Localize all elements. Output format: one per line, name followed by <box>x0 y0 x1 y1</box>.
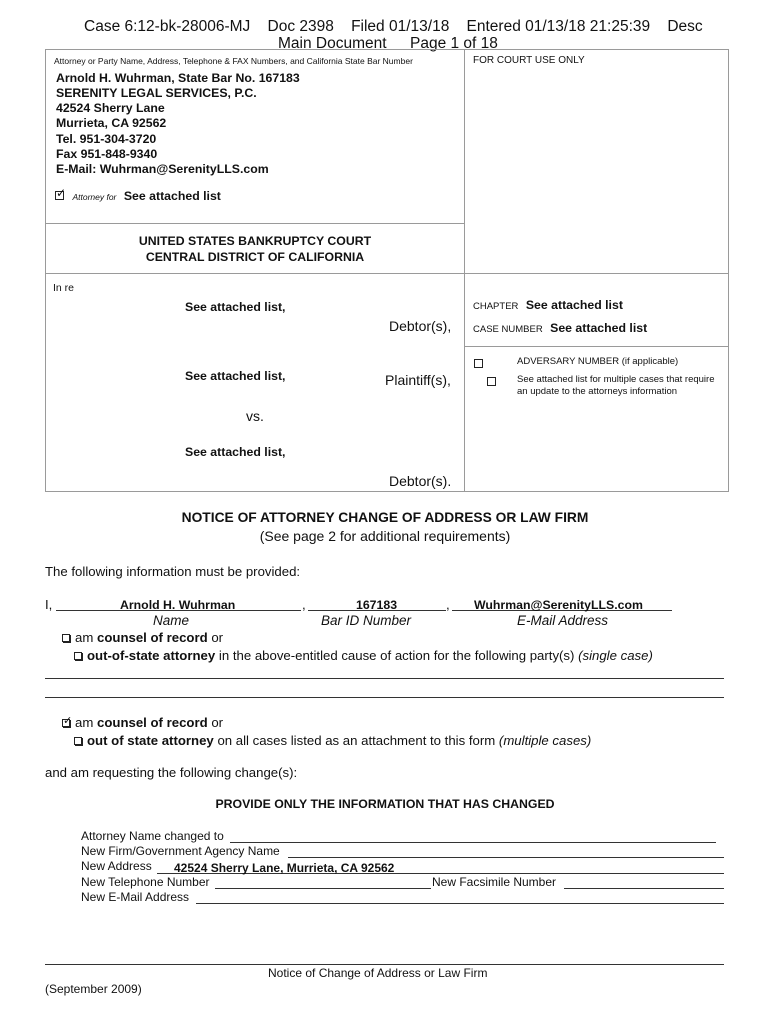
oos-rest-1: in the above-entitled cause of action for the following party(s) <box>218 648 575 663</box>
oos-ital-1: (single case) <box>578 648 653 663</box>
oos-rest-2: on all cases listed as an attachment to this form <box>217 733 496 748</box>
oos-option-1 <box>74 648 653 663</box>
intro-text: The following information must be provided: <box>45 564 301 579</box>
notice-title: NOTICE OF ATTORNEY CHANGE OF ADDRESS OR LAW FIRM <box>181 510 589 525</box>
adversary-checkbox[interactable] <box>474 359 483 368</box>
am-label-1: am <box>75 630 94 645</box>
adversary-box <box>464 346 729 492</box>
case-number-row <box>473 319 647 337</box>
firm-label: New Firm/Government Agency Name <box>81 844 280 858</box>
email-line: E-Mail: Wuhrman@SerenityLLS.com <box>56 162 269 176</box>
attorney-name-field[interactable] <box>230 842 716 843</box>
court-use-box <box>464 49 729 274</box>
phone-label: New Telephone Number <box>81 875 210 889</box>
debtor-party-2: See attached list, <box>185 445 286 459</box>
attorney-for-value: See attached list <box>123 189 221 203</box>
in-re-label: In re <box>53 282 75 294</box>
tel-line: Tel. 951-304-3720 <box>56 132 157 146</box>
address-label: New Address <box>81 859 152 873</box>
chapter-label: CHAPTER <box>473 301 519 312</box>
attorney-for-checkbox[interactable] <box>55 191 64 200</box>
counsel-label-2: counsel of record <box>97 715 208 730</box>
email-caption: E-Mail Address <box>517 613 609 628</box>
court-name-line2: CENTRAL DISTRICT OF CALIFORNIA <box>145 250 365 264</box>
multi-case-checkbox[interactable] <box>487 377 496 386</box>
counsel-checkbox-2[interactable] <box>62 719 70 727</box>
city-line: Murrieta, CA 92562 <box>56 116 167 130</box>
footer-rule <box>45 964 724 965</box>
bar-caption: Bar ID Number <box>321 613 412 628</box>
counsel-checkbox-1[interactable] <box>62 634 70 642</box>
form-date: (September 2009) <box>45 982 142 996</box>
comma-1: , <box>302 597 306 612</box>
plaintiff-label: Plaintiff(s), <box>385 372 451 388</box>
oos-ital-2: (multiple cases) <box>498 733 592 748</box>
email-change-label: New E-Mail Address <box>81 890 190 904</box>
oos-checkbox-2[interactable] <box>74 737 82 745</box>
fax-line: Fax 951-848-9340 <box>56 147 158 161</box>
oos-option-2 <box>74 733 591 748</box>
firm-field[interactable] <box>288 857 724 858</box>
or-label-1: or <box>211 630 224 645</box>
attorney-name-label: Attorney Name changed to <box>81 829 224 843</box>
party-line-2[interactable] <box>45 697 724 698</box>
case-header-line: Case 6:12-bk-28006-MJ Doc 2398 Filed 01/13/18 Entered 01/13/18 21:25:39 Desc <box>84 18 703 35</box>
plaintiff-party: See attached list, <box>185 369 286 383</box>
bar-value[interactable]: 167183 <box>356 598 398 612</box>
street-line: 42524 Sherry Lane <box>56 101 165 115</box>
vs-label: vs. <box>246 408 264 424</box>
firm-name-line: SERENITY LEGAL SERVICES, P.C. <box>56 86 257 100</box>
email-value[interactable]: Wuhrman@SerenityLLS.com <box>474 598 643 612</box>
party-line-1[interactable] <box>45 678 724 679</box>
attorney-name-line: Arnold H. Wuhrman, State Bar No. 167183 <box>56 71 300 85</box>
oos-label-2: out of state attorney <box>87 733 214 748</box>
attorney-for-label: Attorney for <box>72 192 117 202</box>
address-value[interactable]: 42524 Sherry Lane, Murrieta, CA 92562 <box>174 861 395 875</box>
counsel-option-2 <box>62 715 223 730</box>
i-label: I, <box>45 597 53 612</box>
am-label-2: am <box>75 715 94 730</box>
name-caption: Name <box>153 613 190 628</box>
court-use-label: FOR COURT USE ONLY <box>473 55 585 66</box>
counsel-option-1 <box>62 630 223 645</box>
requesting-text: and am requesting the following change(s): <box>45 765 298 780</box>
multi-case-line2: an update to the attorneys information <box>517 386 678 397</box>
fax-field[interactable] <box>564 888 724 889</box>
chapter-row <box>473 296 623 314</box>
comma-2: , <box>446 597 450 612</box>
attorney-for-row <box>55 187 221 205</box>
fax-label: New Facsimile Number <box>432 875 557 889</box>
main-document-label: Main Document <box>278 35 387 52</box>
or-label-2: or <box>211 715 224 730</box>
debtor-label-2: Debtor(s). <box>389 473 452 489</box>
notice-subtitle: (See page 2 for additional requirements) <box>259 528 511 544</box>
page-count: Page 1 of 18 <box>410 35 498 52</box>
footer-title: Notice of Change of Address or Law Firm <box>268 966 488 980</box>
oos-checkbox-1[interactable] <box>74 652 82 660</box>
phone-field[interactable] <box>215 888 431 889</box>
email-change-field[interactable] <box>196 903 724 904</box>
adversary-label: ADVERSARY NUMBER (if applicable) <box>517 356 679 367</box>
debtor-label-1: Debtor(s), <box>389 318 452 334</box>
counsel-label-1: counsel of record <box>97 630 208 645</box>
debtor-party-1: See attached list, <box>185 300 286 314</box>
attorney-box-label: Attorney or Party Name, Address, Telephone & FAX Numbers, and California State Bar Number <box>54 56 413 66</box>
name-value[interactable]: Arnold H. Wuhrman <box>120 598 236 612</box>
court-name-line1: UNITED STATES BANKRUPTCY COURT <box>138 234 372 248</box>
provide-heading: PROVIDE ONLY THE INFORMATION THAT HAS CHANGED <box>215 797 555 811</box>
multi-case-line1: See attached list for multiple cases that require <box>517 374 715 385</box>
case-number-value: See attached list <box>550 321 648 335</box>
chapter-value: See attached list <box>525 298 623 312</box>
oos-label-1: out-of-state attorney <box>87 648 216 663</box>
case-number-label: CASE NUMBER <box>473 324 543 335</box>
